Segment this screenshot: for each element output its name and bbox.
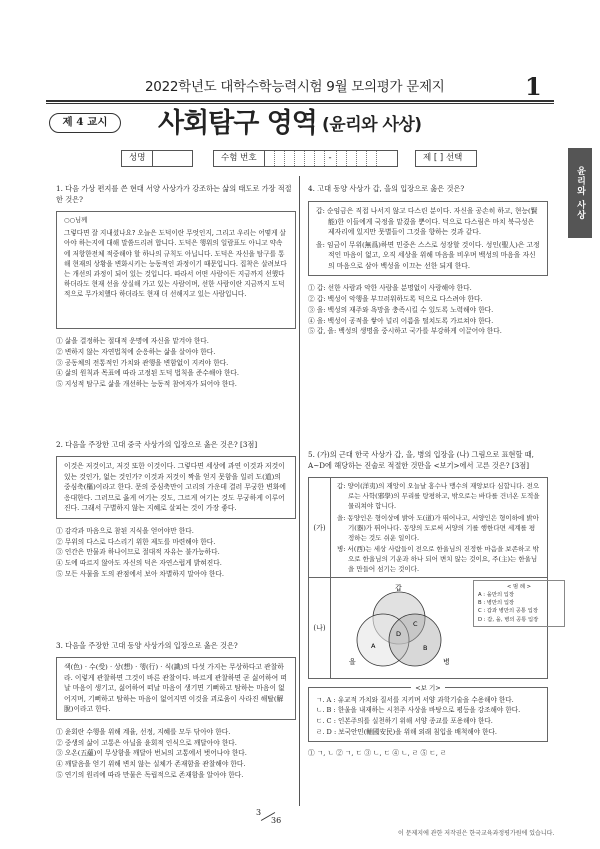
- exam-number-dash: -: [325, 151, 337, 166]
- choice-2[interactable]: ② 중생의 삶이 고통은 아닐을 윤회적 인식으로 깨달아야 한다.: [56, 738, 237, 747]
- choice-3[interactable]: ③ 인간은 만물과 하나이므로 절대적 자유는 불가능하다.: [56, 548, 220, 557]
- venn-legend-item: C : 갑과 병만의 공통 입장: [478, 608, 538, 615]
- choice-1[interactable]: ① 갑: 선한 사람과 악한 사람을 분명없이 사랑해야 한다.: [308, 284, 472, 293]
- choice-field[interactable]: [415, 150, 477, 167]
- venn-region-d: D: [396, 629, 402, 638]
- venn-legend-title: < 범 례 >: [506, 583, 532, 590]
- question-5-boki: [308, 683, 548, 742]
- venn-region-a: A: [371, 641, 376, 650]
- choice-5[interactable]: ⑤ 연기의 원리에 따라 만물은 독립적으로 존재함을 알아야 한다.: [56, 770, 244, 779]
- name-field[interactable]: [121, 150, 193, 167]
- question-1-passage: [56, 211, 296, 329]
- question-5-speaker-eul: 을: 동양인은 형이상에 밝아 도(道)가 뛰어나고, 서양인은 형이하에 밝아 기(器)가 뛰어나다. 동양의 도로써 서양의 기를 행한다면 세계를 평정하는 것도 쉬운 일이다.: [337, 513, 539, 542]
- subject-side-tab: 윤리와 사상: [568, 148, 592, 238]
- header-rule: [46, 100, 554, 102]
- question-4-passage: [308, 201, 548, 276]
- question-5: [308, 449, 548, 759]
- question-5-ga-content: [331, 478, 547, 577]
- area-subtitle: (윤리와 사상): [322, 115, 422, 135]
- boki-item: ㄹ. D : 보국안민(輔國安民)을 위해 외래 침입을 배척해야 한다.: [316, 727, 498, 736]
- question-2-passage: 이것은 저것이고, 저것 또한 이것이다. 그렇다면 세상에 과연 이것과 저것이 있는 것인가, 없는 것인가? 이것과 저것이 짝을 얻지 못함을 일러 도(道)의 중심축(樞)이라고 한다. 문의 중심축만이 고리의 가운데 결러 무궁한 변화에 응대한다. 그러므로 옳게 여기는 것도, 그르게 여기는 것도 무궁하게 이루어진다. 그래서 구별하지 않는 지혜로 살피는 것이 가장 좋다.: [56, 456, 296, 519]
- page-counter-total: 36: [271, 816, 282, 825]
- choice-2[interactable]: ② 변하지 않는 자연법칙에 순응하는 삶을 살아야 한다.: [56, 348, 216, 357]
- choice-4[interactable]: ④ 삶의 원칙과 목표에 따라 고정된 도덕 법칙을 준수해야 한다.: [56, 369, 239, 378]
- choice-3[interactable]: ③ 을: 백성의 재주와 욕망을 충족시킬 수 있도록 노력해야 한다.: [308, 305, 494, 314]
- question-2-stem: 2. 다음을 주장한 고대 중국 사상가의 입장으로 옳은 것은? [3점]: [56, 440, 258, 449]
- question-5-venn-area: [331, 578, 547, 678]
- choice-4[interactable]: ④ 을: 백성이 공적을 쌓아 널리 이름을 떨치도록 가르쳐야 한다.: [308, 316, 494, 325]
- choice-5[interactable]: ⑤ 지성적 탐구로 삶을 개선하는 능동적 참여자가 되어야 한다.: [56, 380, 237, 389]
- choice-5[interactable]: ⑤ 모든 사물을 도의 관점에서 보아 차별하지 말아야 한다.: [56, 569, 224, 578]
- choice-1[interactable]: ① 윤회란 수행을 위해 계율, 선정, 지혜를 모두 닦아야 한다.: [56, 727, 231, 736]
- boki-item: ㄴ. B : 한울을 내재하는 시천주 사상을 바탕으로 평등을 강조해야 한다.: [316, 706, 521, 715]
- boki-item: ㄱ. A : 유교적 가치와 질서를 지키며 서양 과학기술을 수용해야 한다.: [316, 695, 514, 704]
- question-5-speaker-gap: 갑: 양이(洋夷)의 재앙이 오늘날 홍수나 맹수의 재앙보다 심합니다. 전으로는 사학(邪學)의 무리를 탕평하고, 밖으로는 바다를 건너온 도적을 물리쳐야 합니다.: [337, 482, 540, 511]
- question-3: [56, 640, 296, 780]
- question-1-letter-greeting: ○○님께: [64, 217, 88, 225]
- boki-item: ㄷ. C : 인본주의를 실천하기 위해 서양 종교를 포용해야 한다.: [316, 716, 493, 725]
- question-5-speaker-byeong: 병: 서(西)는 세상 사람들이 전으로 한울님의 진정한 마음을 보존하고 밖으로 한울님의 기운과 하나 되어 변치 않는 것이요, 주(主)는 한울님을 만들어 섬기는 것이다.: [337, 544, 539, 573]
- question-2: [56, 439, 296, 579]
- boki-title: <보 기>: [411, 684, 445, 692]
- venn-diagram: [341, 580, 481, 676]
- page-number: 1: [525, 72, 542, 101]
- venn-label-eul: 을: [349, 657, 356, 666]
- question-5-ga-label: (가): [309, 478, 331, 577]
- question-4-speaker-gap: 갑: 순임금은 직접 나서지 않고 다스린 분이다. 자신을 공손히 하고, 현능(賢能)한 이들에게 국정을 맡겼을 뿐이다. 덕으로 다스림은 마치 북극성은 제자리에 있지만 뭇별들이 그것을 향하는 것과 같다.: [316, 207, 538, 237]
- question-5-answer-choices[interactable]: ① ㄱ, ㄴ ② ㄱ, ㄷ ③ ㄴ, ㄷ ④ ㄴ, ㄹ ⑤ ㄷ, ㄹ: [308, 749, 447, 758]
- question-3-choices: [56, 727, 296, 781]
- question-2-choices: [56, 526, 296, 580]
- question-5-na-label: (나): [309, 578, 331, 678]
- question-5-table: [308, 477, 548, 679]
- question-1: [56, 183, 296, 390]
- choice-3[interactable]: ③ 공동체의 전통적인 가치와 관행을 변함없이 지켜야 한다.: [56, 358, 229, 367]
- exam-title: 2022학년도 대학수학능력시험 9월 모의평가 문제지: [145, 79, 445, 95]
- copyright-notice: 이 문제지에 관한 저작권은 한국교육과정평가원에 있습니다.: [398, 830, 555, 837]
- question-1-stem: 1. 다음 가상 편지를 쓴 현대 서양 사상가가 강조하는 삶의 태도로 가장 적절한 것은?: [56, 184, 292, 205]
- venn-legend-item: B : 병만의 입장: [478, 600, 515, 607]
- question-4: [308, 183, 548, 337]
- choice-1[interactable]: ① 삶을 결정하는 절대적 운명에 자신을 맡겨야 한다.: [56, 337, 209, 346]
- choice-1[interactable]: ① 감각과 마음으로 참된 지식을 얻어야만 한다.: [56, 526, 194, 535]
- question-4-stem: 4. 고대 동양 사상가 갑, 을의 입장으로 옳은 것은?: [308, 184, 465, 193]
- exam-number-cells: [265, 151, 377, 166]
- choice-5[interactable]: ⑤ 갑, 을: 백성의 생명을 중시하고 국가를 부강하게 이끌어야 한다.: [308, 327, 502, 336]
- column-divider: [299, 176, 300, 806]
- question-3-passage: 색(色) · 수(受) · 상(想) · 행(行) · 식(識)의 다섯 가지는 무상하다고 관찰하라. 이렇게 관찰하면 그것이 바른 관찰이다. 바르게 관찰하면 곧 싫어하여 떠날 마음이 생기고, 싫어하여 떠날 마음이 생기면 기뻐하고 탐하는 마음이 없어지며, 기뻐하고 탐하는 마음이 없어지면 이것을 괴로움이 사라진 해탈(解脫)이라고 한다.: [56, 657, 296, 720]
- choice-2[interactable]: ② 무위의 다스로 다스리기 위한 제도를 마련해야 한다.: [56, 537, 216, 546]
- page-counter-current: 3: [256, 808, 262, 817]
- question-5-stem: 5. (가)의 근대 한국 사상가 갑, 을, 병의 입장을 (나) 그림으로 표현할 때, A~D에 해당하는 진술로 적절한 것만을 <보기>에서 고른 것은? [3점]: [308, 450, 534, 471]
- period-badge: 제 4 교시: [49, 113, 121, 133]
- venn-legend-item: A : 을만의 입장: [478, 592, 515, 599]
- venn-region-b: B: [423, 643, 428, 652]
- venn-label-byeong: 병: [443, 657, 450, 666]
- question-4-speaker-eul: 을: 임금이 무위(無爲)하면 민중은 스스로 성장할 것이다. 성인(聖人)은 고정적인 마음이 없고, 오직 세상을 위해 마음을 비우며 백성의 마음을 자신의 마음으로 삼아 백성을 이끄는 선한 되게 한다.: [316, 240, 540, 270]
- choice-4[interactable]: ④ 깨달음을 얻기 위해 변치 않는 실체가 존재함을 관찰해야 한다.: [56, 759, 246, 768]
- choice-label: 제 [ ] 선택: [423, 153, 463, 163]
- choice-3[interactable]: ③ 오온(五蘊)이 무상함을 깨달아 번뇌의 고통에서 벗어나야 한다.: [56, 749, 247, 758]
- exam-number-field[interactable]: [213, 150, 398, 167]
- choice-2[interactable]: ② 갑: 백성이 악행을 부끄러워하도록 덕으로 다스려야 한다.: [308, 295, 483, 304]
- area-title: 사회탐구 영역: [158, 108, 317, 139]
- name-label: 성명: [122, 151, 153, 166]
- choice-4[interactable]: ④ 도에 따르지 않아도 자신의 덕은 자연스럽게 밝혀진다.: [56, 558, 222, 567]
- venn-legend-item: D : 갑, 을, 병의 공통 입장: [478, 616, 539, 623]
- question-1-passage-text: 그렇다면 잘 지내셨나요? 오늘은 도덕이란 무엇인지, 그리고 우리는 어떻게 살아야 하는지에 대해 말씀드리려 합니다. 도덕은 행위의 일람표도 아니고 약속에 저항한전체 적중해야 할 하나의 규칙도 아닙니다. 도덕은 자신을 탐구를 통해 현재의 상황을 변화시키는 능동적인 과정이기 때문입니다. 집착은 살려보다는 개선의 과정이 되어 있는 것입니다. 따라서 어떤 사람이든 지금까지 선했다 하더라도 현재 선을 상실해 가고 있는 사람이며, 선한 사람이란 지금까지 도덕적으로 무가치했다 하더라도 현재 더 선해지고 있는 사람입니다.: [64, 229, 287, 299]
- question-1-choices: [56, 336, 296, 390]
- question-3-stem: 3. 다음을 주장한 고대 동양 사상가의 입장으로 옳은 것은?: [56, 641, 238, 650]
- venn-legend: [473, 580, 565, 627]
- venn-region-c: C: [413, 619, 418, 628]
- question-4-choices: [308, 283, 548, 337]
- exam-number-label: 수험 번호: [214, 151, 265, 166]
- venn-label-gap: 갑: [395, 583, 402, 592]
